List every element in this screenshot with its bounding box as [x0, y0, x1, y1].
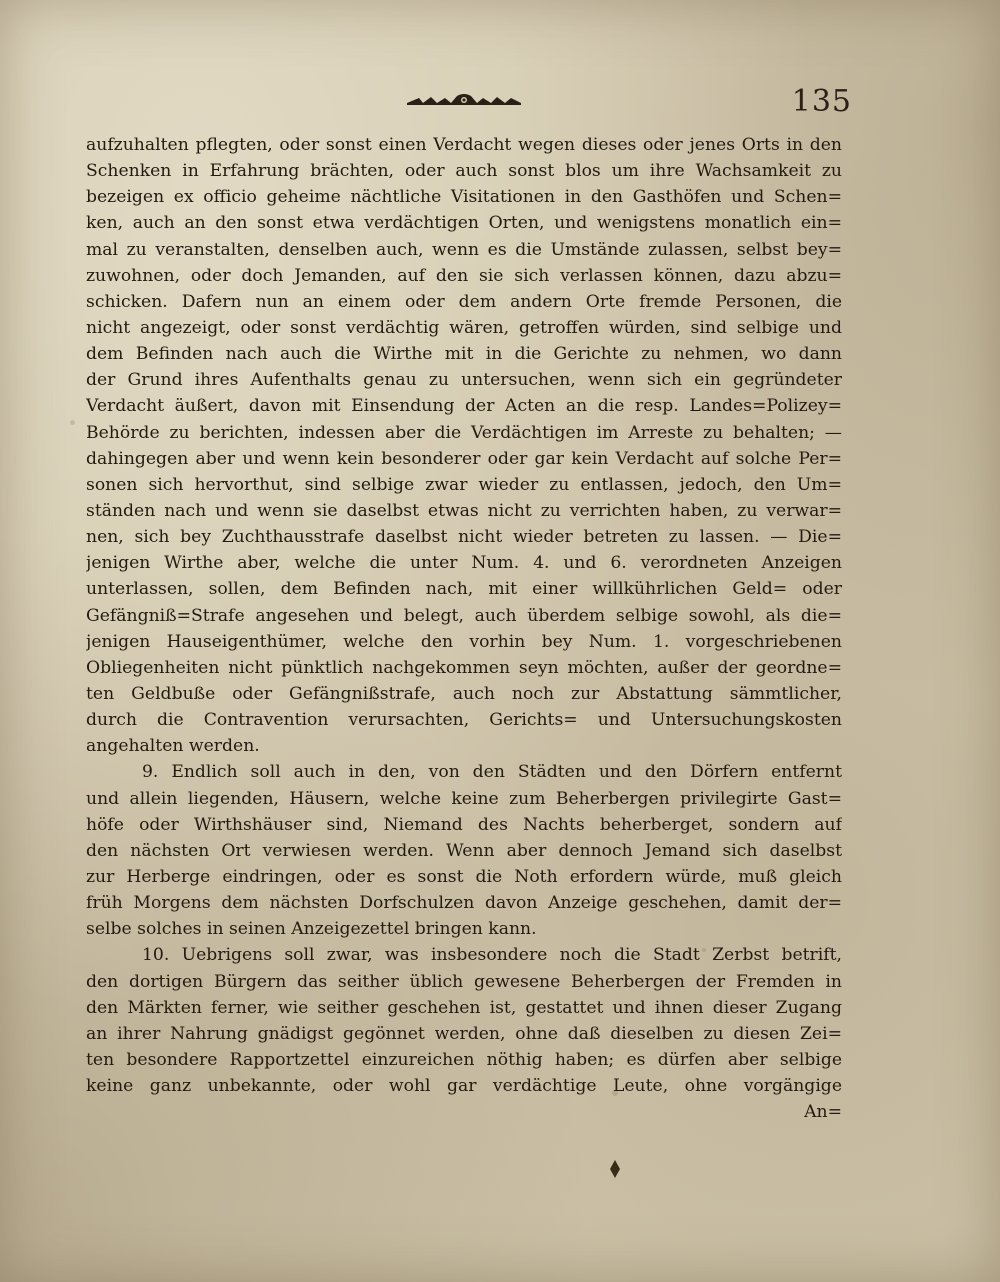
- text-line: den dortigen Bürgern das seither üblich gewesene Beherbergen der Fremden in: [86, 971, 842, 992]
- text-line: Behörde zu berichten, indessen aber die Verdächtigen im Arreste zu behalten; —: [86, 422, 842, 443]
- text-line: höfe oder Wirthshäuser sind, Niemand des Nachts beherberget, sondern auf: [86, 814, 842, 835]
- text-line: bezeigen ex officio geheime nächtliche Visitationen in den Gasthöfen und Schen=: [86, 187, 842, 208]
- signature-mark-icon: [605, 1158, 625, 1180]
- text-line: keine ganz unbekannte, oder wohl gar verdächtige Leute, ohne vorgängige: [86, 1076, 842, 1097]
- text-line: Gefängniß=Strafe angesehen und belegt, auch überdem selbige sowohl, als die=: [86, 605, 842, 626]
- text-line: ten Geldbuße oder Gefängnißstrafe, auch noch zur Abstattung sämmtlicher,: [86, 683, 842, 704]
- catchword-line: An=: [804, 1102, 842, 1123]
- text-line: Obliegenheiten nicht pünktlich nachgekommen seyn möchten, außer der geordne=: [86, 657, 842, 678]
- text-line: nen, sich bey Zuchthausstrafe daselbst nicht wieder betreten zu lassen. — Die=: [86, 527, 842, 548]
- text-line: sonen sich hervorthut, sind selbige zwar wieder zu entlassen, jedoch, den Um=: [86, 474, 842, 495]
- text-line: ständen nach und wenn sie daselbst etwas nicht zu verrichten haben, zu verwar=: [86, 500, 842, 521]
- paragraph-end-line: angehalten werden.: [86, 736, 260, 757]
- text-line: dahingegen aber und wenn kein besonderer oder gar kein Verdacht auf solche Per=: [86, 448, 842, 469]
- decorative-rule-ornament-icon: [405, 92, 523, 108]
- text-line: ten besondere Rapportzettel einzureichen nöthig haben; es dürfen aber selbige: [86, 1049, 842, 1070]
- text-line: der Grund ihres Aufenthalts genau zu untersuchen, wenn sich ein gegründeter: [86, 370, 842, 391]
- text-line: unterlassen, sollen, dem Befinden nach, mit einer willkührlichen Geld= oder: [86, 579, 842, 600]
- text-line: mal zu veranstalten, denselben auch, wenn es die Umstände zulassen, selbst bey=: [86, 239, 842, 260]
- text-line: jenigen Hauseigenthümer, welche den vorhin bey Num. 1. vorgeschriebenen: [86, 631, 842, 652]
- text-line: dem Befinden nach auch die Wirthe mit in die Gerichte zu nehmen, wo dann: [86, 344, 842, 365]
- body-text: [86, 132, 842, 1125]
- paper-spot: [70, 420, 75, 425]
- text-line: zuwohnen, oder doch Jemanden, auf den sie sich verlassen können, dazu abzu=: [86, 265, 842, 286]
- text-line: schicken. Dafern nun an einem oder dem andern Orte fremde Personen, die: [86, 291, 842, 312]
- text-line: Verdacht äußert, davon mit Einsendung der Acten an die resp. Landes=Polizey=: [86, 396, 842, 417]
- paragraph-end-line: selbe solches in seinen Anzeigezettel bringen kann.: [86, 919, 537, 940]
- text-line: Schenken in Erfahrung brächten, oder auch sonst blos um ihre Wachsamkeit zu: [86, 161, 842, 182]
- text-line: und allein liegenden, Häusern, welche keine zum Beherbergen privilegirte Gast=: [86, 788, 842, 809]
- paragraph-10-start: 10. Uebrigens soll zwar, was insbesondere noch die Stadt Zerbst betrift,: [142, 945, 842, 966]
- page-number: 135: [791, 84, 852, 119]
- text-line: ken, auch an den sonst etwa verdächtigen Orten, und wenigstens monatlich ein=: [86, 213, 842, 234]
- text-line: aufzuhalten pflegten, oder sonst einen Verdacht wegen dieses oder jenes Orts in den: [86, 135, 842, 155]
- text-line: früh Morgens dem nächsten Dorfschulzen davon Anzeige geschehen, damit der=: [86, 893, 842, 914]
- page-header: [0, 84, 1000, 124]
- text-line: den Märkten ferner, wie seither geschehen ist, gestattet und ihnen dieser Zugang: [86, 997, 842, 1018]
- text-line: zur Herberge eindringen, oder es sonst die Noth erfordern würde, muß gleich: [86, 866, 842, 887]
- text-line: an ihrer Nahrung gnädigst gegönnet werden, ohne daß dieselben zu diesen Zei=: [86, 1023, 842, 1044]
- text-line: jenigen Wirthe aber, welche die unter Num. 4. und 6. verordneten Anzeigen: [86, 553, 842, 574]
- text-line: durch die Contravention verursachten, Gerichts= und Untersuchungskosten: [86, 710, 842, 731]
- text-line: nicht angezeigt, oder sonst verdächtig wären, getroffen würden, sind selbige und: [86, 317, 842, 338]
- paragraph-9-start: 9. Endlich soll auch in den, von den Städten und den Dörfern entfernt: [142, 762, 842, 783]
- text-line: den nächsten Ort verwiesen werden. Wenn aber dennoch Jemand sich daselbst: [86, 840, 842, 861]
